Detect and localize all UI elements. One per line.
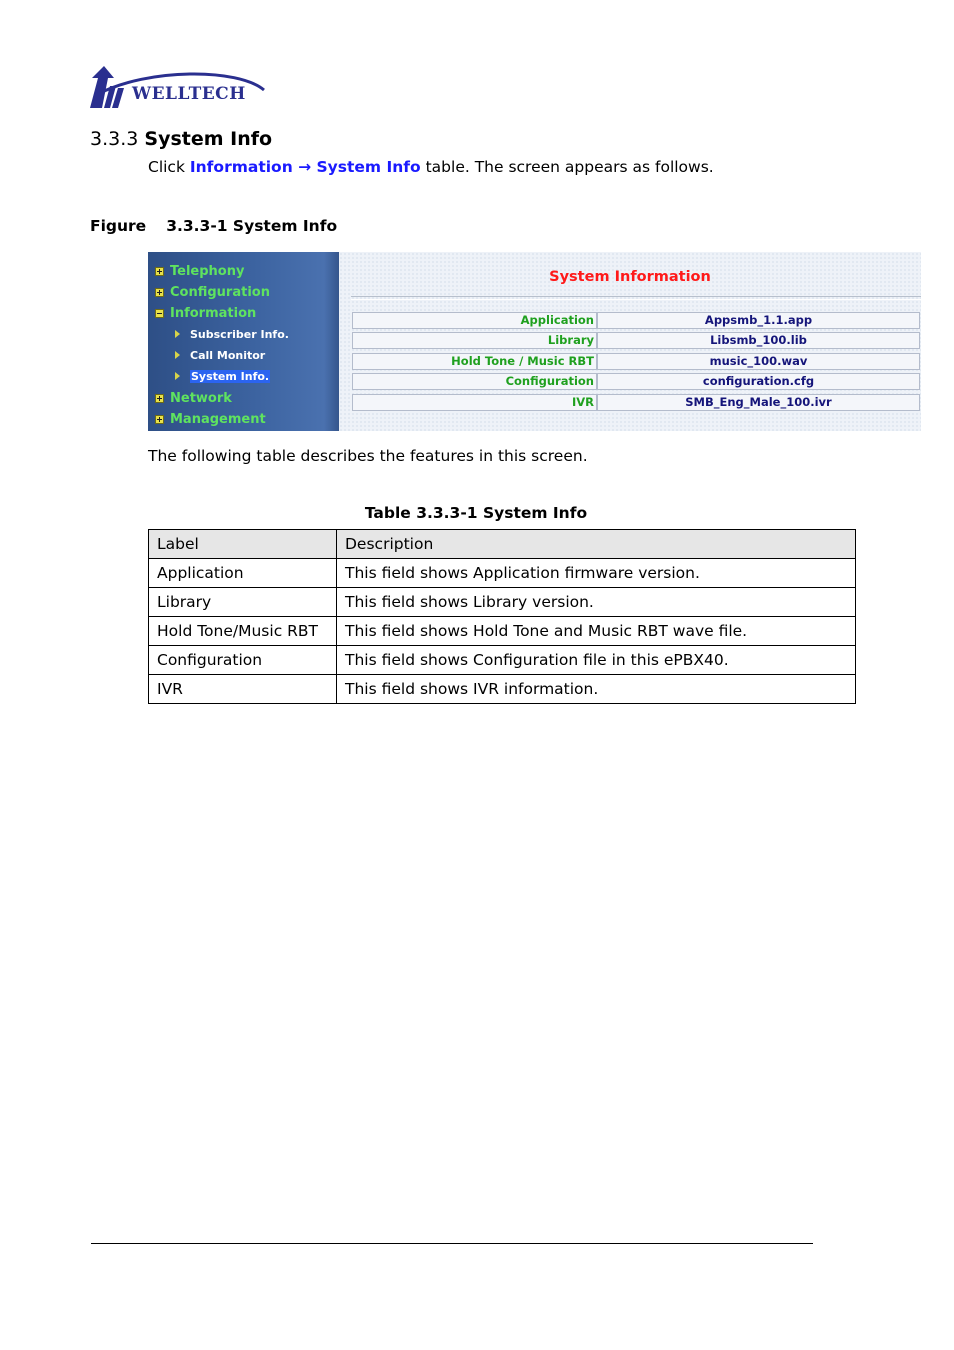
divider bbox=[351, 296, 921, 300]
menu-label: Telephony bbox=[170, 263, 245, 279]
system-info-link[interactable]: System Info bbox=[316, 158, 421, 176]
info-row-application bbox=[352, 312, 920, 329]
expand-plus-icon bbox=[155, 415, 164, 424]
menu-label: Network bbox=[170, 390, 232, 406]
row-description: This field shows Application firmware version. bbox=[337, 559, 856, 588]
submenu-label-selected: System Info. bbox=[191, 369, 270, 383]
logo-text: WELLTECH bbox=[132, 84, 246, 104]
info-row-ivr bbox=[352, 394, 920, 411]
table-row bbox=[149, 588, 856, 617]
info-label: Hold Tone / Music RBT bbox=[352, 353, 597, 370]
footer-divider bbox=[91, 1243, 813, 1244]
table-intro-text: The following table describes the features in this screen. bbox=[148, 447, 588, 465]
submenu-call-monitor[interactable] bbox=[175, 347, 265, 363]
collapse-minus-icon bbox=[155, 309, 164, 318]
menu-network[interactable] bbox=[155, 389, 232, 407]
figure-caption bbox=[90, 217, 337, 235]
section-number: 3.3.3 bbox=[90, 128, 139, 150]
info-label: Application bbox=[352, 312, 597, 329]
info-row-library bbox=[352, 332, 920, 349]
menu-information[interactable] bbox=[155, 304, 256, 322]
info-value: Libsmb_100.lib bbox=[597, 332, 920, 349]
section-title: System Info bbox=[144, 128, 273, 150]
description-table bbox=[148, 529, 856, 704]
intro-paragraph bbox=[148, 158, 714, 176]
info-label: Configuration bbox=[352, 373, 597, 390]
info-label: Library bbox=[352, 332, 597, 349]
row-description: This field shows Configuration file in this ePBX40. bbox=[337, 646, 856, 675]
nav-sidebar bbox=[148, 252, 339, 431]
figure-label: Figure bbox=[90, 217, 147, 235]
menu-configuration[interactable] bbox=[155, 283, 270, 301]
table-row bbox=[149, 559, 856, 588]
content-panel bbox=[339, 252, 921, 431]
row-label: Application bbox=[149, 559, 337, 588]
info-label: IVR bbox=[352, 394, 597, 411]
table-row bbox=[149, 675, 856, 704]
menu-management[interactable] bbox=[155, 410, 266, 428]
expand-plus-icon bbox=[155, 267, 164, 276]
triangle-right-icon bbox=[175, 351, 180, 359]
row-description: This field shows Hold Tone and Music RBT wave file. bbox=[337, 617, 856, 646]
section-heading bbox=[90, 128, 272, 150]
figure-title: 3.3.3-1 System Info bbox=[166, 217, 338, 235]
row-label: Library bbox=[149, 588, 337, 617]
info-row-configuration bbox=[352, 373, 920, 390]
header-description: Description bbox=[337, 530, 856, 559]
info-row-hold-tone bbox=[352, 353, 920, 370]
triangle-right-icon bbox=[175, 372, 180, 380]
submenu-system-info[interactable] bbox=[175, 368, 270, 384]
panel-title: System Information bbox=[549, 269, 711, 285]
row-label: IVR bbox=[149, 675, 337, 704]
welltech-logo bbox=[88, 64, 268, 110]
menu-label: Information bbox=[170, 305, 257, 321]
table-caption: Table 3.3.3-1 System Info bbox=[364, 504, 588, 522]
submenu-label: Subscriber Info. bbox=[190, 327, 289, 341]
submenu-subscriber-info[interactable] bbox=[175, 326, 289, 342]
row-label: Hold Tone/Music RBT bbox=[149, 617, 337, 646]
table-row bbox=[149, 646, 856, 675]
info-value: SMB_Eng_Male_100.ivr bbox=[597, 394, 920, 411]
menu-label: Management bbox=[170, 411, 266, 427]
info-value: music_100.wav bbox=[597, 353, 920, 370]
intro-after: table. The screen appears as follows. bbox=[420, 158, 714, 176]
submenu-label: Call Monitor bbox=[190, 348, 266, 362]
menu-telephony[interactable] bbox=[155, 262, 244, 280]
row-label: Configuration bbox=[149, 646, 337, 675]
menu-label: Configuration bbox=[170, 284, 270, 300]
expand-plus-icon bbox=[155, 288, 164, 297]
table-row bbox=[149, 617, 856, 646]
expand-plus-icon bbox=[155, 394, 164, 403]
row-description: This field shows IVR information. bbox=[337, 675, 856, 704]
system-info-screenshot bbox=[148, 252, 921, 431]
table-header-row bbox=[149, 530, 856, 559]
arrow-right-icon: → bbox=[292, 158, 317, 176]
row-description: This field shows Library version. bbox=[337, 588, 856, 617]
header-label: Label bbox=[149, 530, 337, 559]
information-link[interactable]: Information bbox=[189, 158, 293, 176]
info-value: configuration.cfg bbox=[597, 373, 920, 390]
intro-before: Click bbox=[148, 158, 190, 176]
triangle-right-icon bbox=[175, 330, 180, 338]
info-value: Appsmb_1.1.app bbox=[597, 312, 920, 329]
